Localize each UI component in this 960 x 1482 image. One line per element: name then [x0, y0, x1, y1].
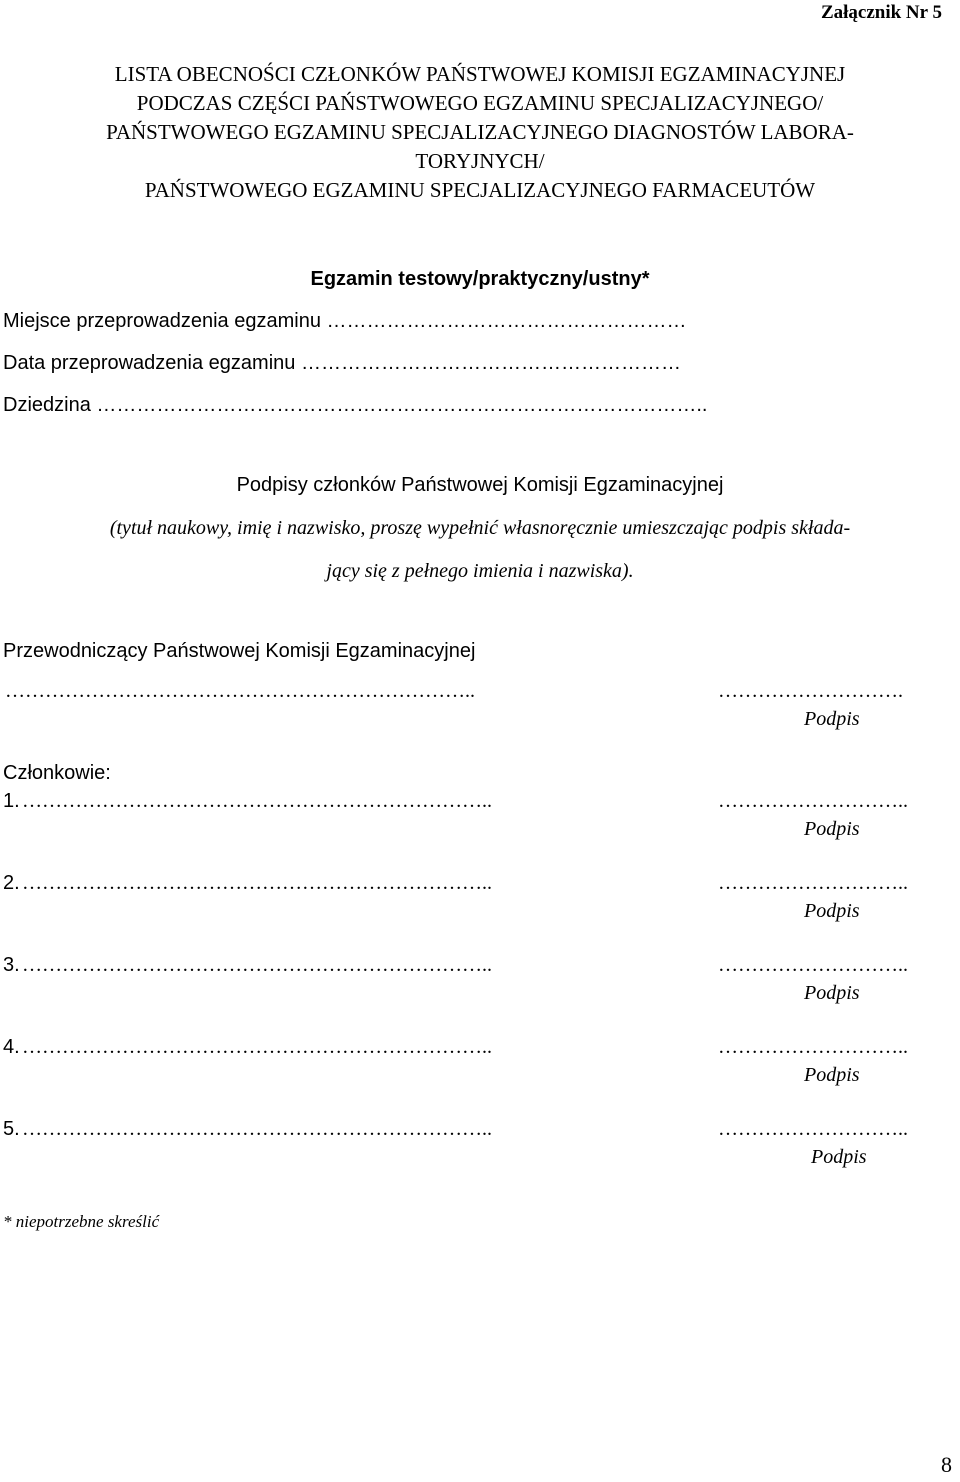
member-name-line: …………………………………………………………….. — [22, 1118, 492, 1140]
member-number: 5. — [3, 1118, 20, 1140]
member-signature-line: ……………………….. — [718, 1036, 908, 1058]
member-signature-line: ……………………….. — [718, 954, 908, 976]
signature-label: Podpis — [804, 982, 860, 1004]
member-signature-line: ……………………….. — [718, 872, 908, 894]
signature-label: Podpis — [804, 818, 860, 840]
footnote: * niepotrzebne skreślić — [3, 1212, 160, 1231]
title-line: PODCZAS CZĘŚCI PAŃSTWOWEGO EGZAMINU SPECJALIZACYJNEGO/ — [136, 91, 824, 115]
chair-name-line: …………………………………………………………….. — [5, 680, 475, 702]
instruction-text: jący się z pełnego imienia i nazwiska). — [326, 560, 634, 582]
date-field: Data przeprowadzenia egzaminu ………………………………………………… — [3, 352, 681, 374]
member-name-line: …………………………………………………………….. — [22, 872, 492, 894]
chair-signature-line: ………………………. — [718, 680, 903, 702]
annex-label: Załącznik Nr 5 — [820, 2, 942, 23]
signature-label: Podpis — [811, 1146, 867, 1168]
member-signature-line: ……………………….. — [718, 1118, 908, 1140]
member-number: 4. — [3, 1036, 20, 1058]
instruction-text: (tytuł naukowy, imię i nazwisko, proszę wypełnić własnoręcznie umieszczając podpis składa- — [109, 517, 851, 539]
members-label: Członkowie: — [3, 762, 111, 784]
page-number: 8 — [941, 1452, 952, 1477]
signature-label: Podpis — [804, 1064, 860, 1086]
member-name-line: …………………………………………………………….. — [22, 1036, 492, 1058]
title-line: PAŃSTWOWEGO EGZAMINU SPECJALIZACYJNEGO FARMACEUTÓW — [144, 178, 816, 202]
member-name-line: …………………………………………………………….. — [22, 790, 492, 812]
member-signature-line: ……………………….. — [718, 790, 908, 812]
signatures-heading: Podpisy członków Państwowej Komisji Egzaminacyjnej — [236, 474, 724, 496]
document-title — [0, 60, 960, 205]
signature-label: Podpis — [804, 900, 860, 922]
title-line: PAŃSTWOWEGO EGZAMINU SPECJALIZACYJNEGO DIAGNOSTÓW LABORA- — [106, 120, 854, 144]
member-number: 2. — [3, 872, 20, 894]
member-name-line: …………………………………………………………….. — [22, 954, 492, 976]
title-line: LISTA OBECNOŚCI CZŁONKÓW PAŃSTWOWEJ KOMISJI EGZAMINACYJNEJ — [114, 62, 846, 86]
title-line: TORYJNYCH/ — [415, 149, 545, 173]
discipline-field: Dziedzina ……………………………………………………………………………….. — [3, 394, 708, 416]
chairperson-label: Przewodniczący Państwowej Komisji Egzaminacyjnej — [3, 640, 476, 662]
member-number: 3. — [3, 954, 20, 976]
member-number: 1. — [3, 790, 20, 812]
place-field: Miejsce przeprowadzenia egzaminu ……………………………………………… — [3, 310, 687, 332]
exam-type: Egzamin testowy/praktyczny/ustny* — [310, 268, 650, 290]
signature-label: Podpis — [804, 708, 860, 730]
